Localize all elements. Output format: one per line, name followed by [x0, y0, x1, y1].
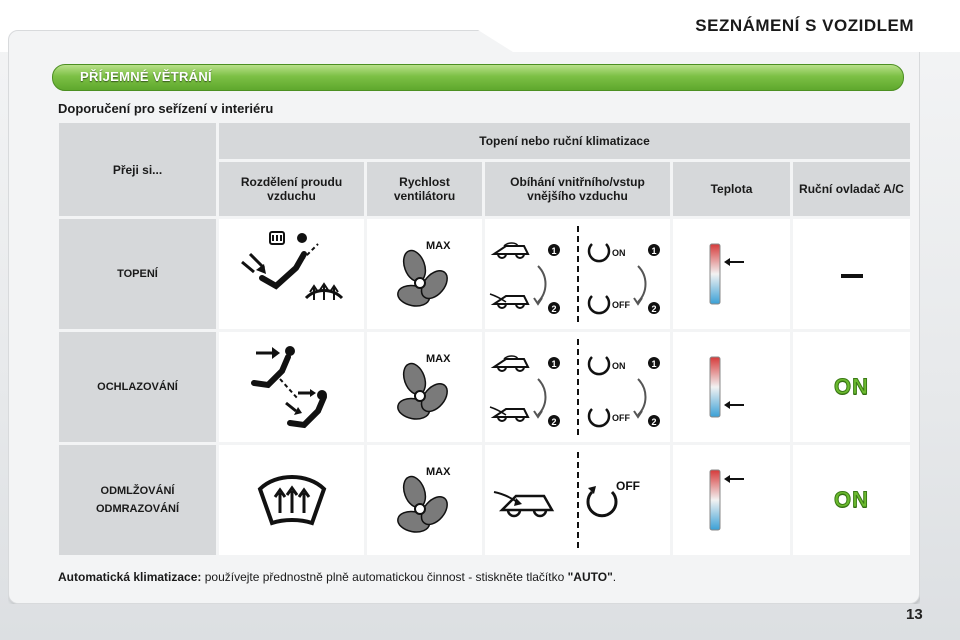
ac-cell	[793, 445, 910, 555]
car-recirculation-icon	[494, 246, 528, 258]
step-number: 1	[650, 246, 657, 256]
footer-button-name: "AUTO"	[567, 570, 613, 584]
step-number: 2	[550, 304, 557, 314]
page-number: 13	[906, 606, 923, 623]
row-label-text: ODMLŽOVÁNÍ ODMRAZOVÁNÍ	[95, 485, 180, 515]
recirc-off-label: OFF	[615, 479, 640, 493]
table-row	[59, 445, 910, 555]
heating-airflow-icon	[232, 226, 352, 322]
fan-level-label: MAX	[425, 240, 450, 252]
car-outside-air-icon	[502, 496, 552, 516]
recirculation-steps-icon	[488, 339, 668, 435]
airflow-cell	[219, 445, 364, 555]
fan-icon	[380, 229, 470, 319]
ac-on-badge: ON	[834, 487, 869, 512]
column-header: Teplota	[673, 162, 790, 216]
temperature-gauge-icon	[702, 226, 762, 322]
recirc-on-label: ON	[611, 361, 625, 371]
car-recirculation-icon	[494, 359, 528, 371]
step-number: 2	[650, 304, 657, 314]
recommendation-table	[56, 120, 913, 558]
group-header: Topení nebo ruční klimatizace	[219, 123, 910, 159]
temperature-gauge-icon	[702, 339, 762, 435]
ac-off-dash	[841, 274, 863, 278]
step-number: 2	[550, 417, 557, 427]
step-number: 2	[650, 417, 657, 427]
fan-cell	[367, 332, 482, 442]
table-row	[59, 332, 910, 442]
recirculation-arrows-icon	[588, 492, 616, 516]
fan-level-label: MAX	[425, 353, 450, 365]
fan-icon	[380, 342, 470, 432]
recirculation-steps-icon	[488, 226, 668, 322]
footer-note	[58, 570, 616, 584]
step-number: 1	[550, 246, 557, 256]
row-label: OCHLAZOVÁNÍ	[59, 332, 216, 442]
ac-cell	[793, 332, 910, 442]
fan-cell	[367, 445, 482, 555]
step-number: 1	[550, 359, 557, 369]
ac-cell	[793, 219, 910, 329]
page-title: SEZNÁMENÍ S VOZIDLEM	[695, 16, 914, 35]
column-header: Ruční ovladač A/C	[793, 162, 910, 216]
column-header: Rozdělení proudu vzduchu	[219, 162, 364, 216]
recirc-off-label: OFF	[611, 413, 630, 423]
footer-label: Automatická klimatizace:	[58, 570, 202, 584]
row-label: TOPENÍ	[59, 219, 216, 329]
temperature-gauge-icon	[702, 452, 762, 548]
fan-cell	[367, 219, 482, 329]
fan-level-label: MAX	[425, 466, 450, 478]
airflow-cell	[219, 332, 364, 442]
section-title: PŘÍJEMNÉ VĚTRÁNÍ	[80, 69, 212, 84]
windscreen-defrost-icon	[252, 465, 332, 535]
recirculation-arrows-icon	[589, 357, 609, 426]
recirculation-arrows-icon	[589, 244, 609, 313]
recirculation-cell	[485, 219, 670, 329]
temperature-cell	[673, 332, 790, 442]
section-title-bar	[52, 64, 904, 91]
recirculation-cell	[485, 445, 670, 555]
table-row	[59, 219, 910, 329]
footer-end: .	[612, 570, 617, 584]
recirc-off-label: OFF	[611, 300, 630, 310]
cooling-airflow-icon	[232, 339, 352, 435]
recirculation-cell	[485, 332, 670, 442]
row-label	[59, 445, 216, 555]
column-header: Rychlost ventilátoru	[367, 162, 482, 216]
subheading: Doporučení pro seřízení v interiéru	[58, 101, 274, 116]
footer-text: používejte přednostně plně automatickou činnost - stiskněte tlačítko	[201, 570, 568, 584]
airflow-cell	[219, 219, 364, 329]
column-header: Obíhání vnitřního/vstup vnějšího vzduchu	[485, 162, 670, 216]
recirc-on-label: ON	[611, 248, 625, 258]
ac-on-badge: ON	[834, 374, 869, 399]
corner-header: Přeji si...	[59, 123, 216, 216]
temperature-cell	[673, 445, 790, 555]
recirculation-off-icon	[488, 452, 668, 548]
step-number: 1	[650, 359, 657, 369]
fan-icon	[380, 455, 470, 545]
temperature-cell	[673, 219, 790, 329]
